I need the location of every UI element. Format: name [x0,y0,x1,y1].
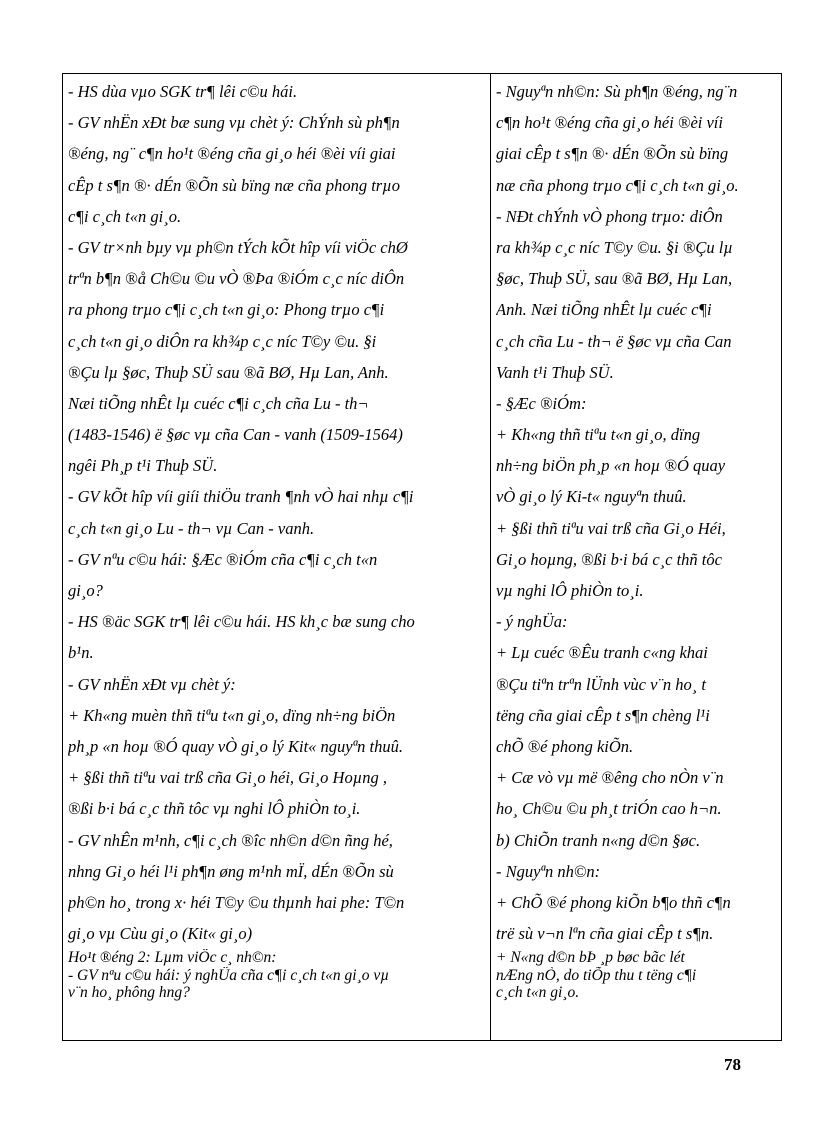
text-line: - HS ®äc SGK tr¶ lêi c©u hái. HS kh¸c bæ sung cho [68,612,415,632]
text-line: nh÷ng biÖn ph¸p «n hoµ ®Ó quay [496,456,726,476]
text-line: ph©n ho¸ trong x· héi T©y ©u thµnh hai phe: T©n [68,892,405,912]
text-line: - GV nhËn xÐt vµ chèt ý: [68,674,236,694]
right-lines [496,76,776,949]
text-line: gi¸o vµ Cùu gi¸o (Kit« gi¸o) [68,924,253,944]
text-line: - ý nghÜa: [496,612,568,632]
text-line: ®ßi b·i bá c¸c thñ tôc vµ nghi lÔ phiÒn to¸i. [68,799,361,819]
text-line: c¸ch t«n gi¸o diÔn ra kh¾p c¸c níc T©y ©u. §i [68,331,377,351]
text-line: + N«ng d©n bÞ ¸p bøc bãc lét [496,949,685,967]
content-table [62,73,782,1041]
text-line: b) ChiÕn tranh n«ng d©n §øc. [496,830,701,850]
text-line: næ cña phong trµo c¶i c¸ch t«n gi¸o. [496,175,739,195]
text-line: ph¸p «n hoµ ®Ó quay vÒ gi¸o lý Kit« nguyªn thuû. [68,736,404,756]
text-line: + Lµ cuéc ®Êu tranh c«ng khai [496,643,708,663]
text-line: - GV nhÊn m¹nh, c¶i c¸ch ®îc nh©n d©n ñng hé, [68,830,393,850]
text-line: b¹n. [68,643,94,663]
text-line: c¶i c¸ch t«n gi¸o. [68,206,182,226]
text-line: Anh. Næi tiÕng nhÊt lµ cuéc c¶i [496,300,712,320]
text-line: Næi tiÕng nhÊt lµ cuéc c¶i c¸ch cña Lu - th¬ [68,393,369,413]
text-line: + Kh«ng thñ tiªu t«n gi¸o, dïng [496,425,701,445]
text-line: - GV tr×nh bµy vµ ph©n tÝch kÕt hîp víi viÖc chØ [68,237,408,257]
text-line: - NÐt chÝnh vÒ phong trµo: diÔn [496,206,723,226]
text-line: §øc, Thuþ SÜ, sau ®ã BØ, Hµ Lan, [496,269,733,289]
left-activity-2 [68,949,485,1002]
text-line: giai cÊp t s¶n ®· dÉn ®Õn sù bïng [496,144,729,164]
text-line: vÒ gi¸o lý Ki-t« nguyªn thuû. [496,487,687,507]
text-line: trë sù v¬n lªn cña giai cÊp t s¶n. [496,924,714,944]
text-line: ngêi Ph¸p t¹i Thuþ SÜ. [68,456,218,476]
text-line: Gi¸o hoµng, ®ßi b·i bá c¸c thñ tôc [496,549,722,569]
text-line: trªn b¶n ®å Ch©u ©u vÒ ®Þa ®iÓm c¸c níc diÔn [68,269,405,289]
text-line: ®Çu lµ §øc, Thuþ SÜ sau ®ã BØ, Hµ Lan, Anh. [68,362,389,382]
text-line: (1483-1546) ë §øc vµ cña Can - vanh (1509-1564) [68,425,403,445]
text-line: - GV nªu c©u hái: §Æc ®iÓm cña c¶i c¸ch t«n [68,549,378,569]
text-line: v¨n ho¸ phông hng? [68,984,190,1002]
text-line: nÆng nÒ, do tiÕp thu t tëng c¶i [496,966,697,984]
text-line: ®Çu tiªn trªn lÜnh vùc v¨n ho¸ t [496,674,706,694]
text-line: chÕ ®é phong kiÕn. [496,736,634,756]
text-line: vµ nghi lÔ phiÒn to¸i. [496,581,644,600]
text-line: c¸ch t«n gi¸o Lu - th¬ vµ Can - vanh. [68,518,315,538]
text-line: + ChÕ ®é phong kiÕn b¶o thñ c¶n [496,892,731,912]
text-line: tëng cña giai cÊp t s¶n chèng l¹i [496,705,710,725]
text-line: ra phong trµo c¶i c¸ch t«n gi¸o: Phong trµo c¶i [68,300,385,320]
text-line: - Nguyªn nh©n: [496,861,601,881]
text-line: - GV kÕt hîp víi giíi thiÖu tranh ¶nh vÒ hai nhµ c¶i [68,487,414,507]
text-line: Ho¹t ®éng 2: Lµm viÖc c¸ nh©n: [68,949,277,967]
lesson-content-column [491,74,782,1041]
left-lines [68,76,485,949]
text-line: ra kh¾p c¸c níc T©y ©u. §i ®Çu lµ [496,237,733,257]
text-line: Vanh t¹i Thuþ SÜ. [496,362,614,382]
text-line: ho¸ Ch©u ©u ph¸t triÓn cao h¬n. [496,799,722,819]
text-line: - Nguyªn nh©n: Sù ph¶n ®éng, ng¨n [496,82,738,101]
text-line: - §Æc ®iÓm: [496,393,587,413]
text-line: + §ßi thñ tiªu vai trß cña Gi¸o Héi, [496,518,726,538]
text-line: + §ßi thñ tiªu vai trß cña Gi¸o héi, Gi¸o Hoµng , [68,768,387,788]
text-line: nhng Gi¸o héi l¹i ph¶n øng m¹nh mÏ, dÉn ®Õn sù [68,861,394,881]
text-line: - GV nhËn xÐt bæ sung vµ chèt ý: ChÝnh sù ph¶n [68,113,400,133]
text-line: + Kh«ng muèn thñ tiªu t«n gi¸o, dïng nh÷ng biÖn [68,705,396,725]
text-line: c¶n ho¹t ®éng cña gi¸o héi ®èi víi [496,113,723,133]
right-consequences [496,949,776,1002]
text-line: - GV nªu c©u hái: ý nghÜa cña c¶i c¸ch t«n gi¸o vµ [68,966,390,984]
text-line: - HS dùa vµo SGK tr¶ lêi c©u hái. [68,82,298,101]
teacher-activities-column [63,74,491,1041]
text-line: cÊp t s¶n ®· dÉn ®Õn sù bïng næ cña phong trµo [68,175,400,195]
text-line: + Cæ vò vµ më ®êng cho nÒn v¨n [496,768,724,788]
text-line: gi¸o? [68,581,103,600]
text-line: c¸ch cña Lu - th¬ ë §øc vµ cña Can [496,331,732,351]
text-line: ®éng, ng¨ c¶n ho¹t ®éng cña gi¸o héi ®èi víi giai [68,144,396,164]
text-line: c¸ch t«n gi¸o. [496,984,580,1002]
page-number: 78 [724,1055,741,1074]
